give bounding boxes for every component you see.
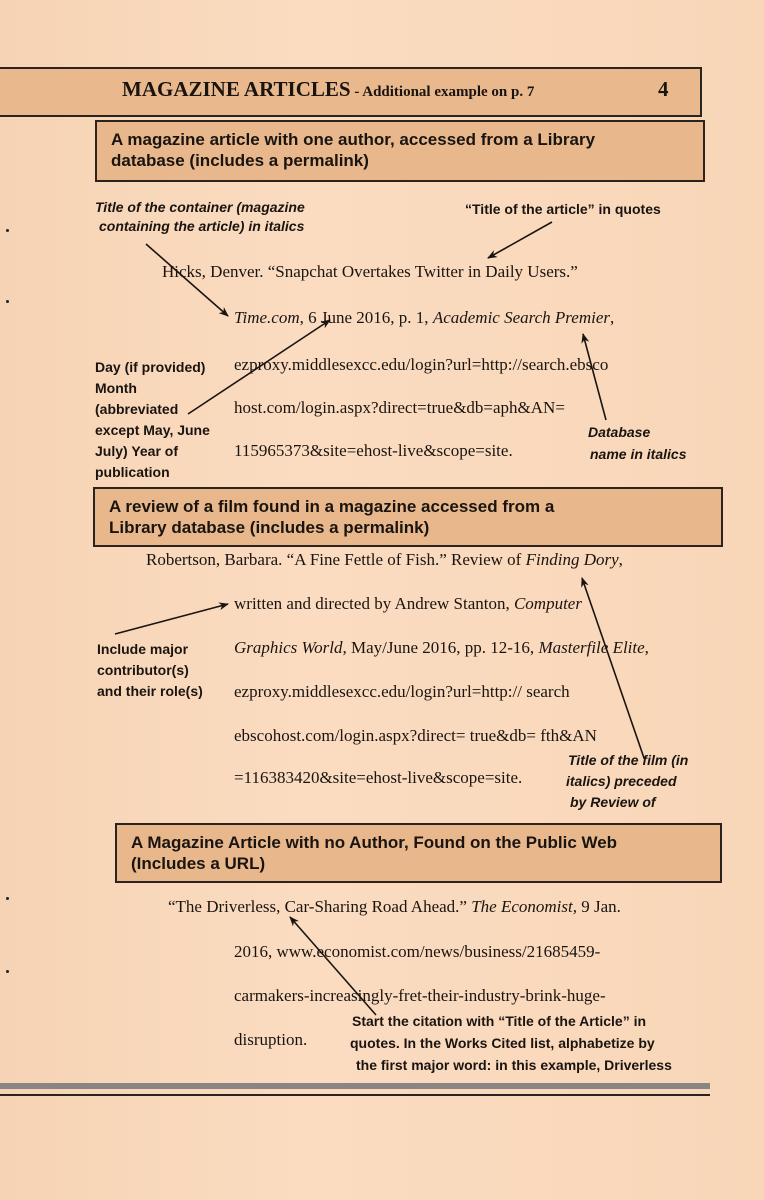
- citation2-container-part2: Graphics World: [234, 638, 343, 657]
- annot-container-line2: containing the article) in italics: [99, 218, 305, 234]
- annot-date-line: July) Year of: [95, 443, 179, 459]
- annot-start-line: quotes. In the Works Cited list, alphabetize by: [350, 1035, 655, 1051]
- annot-date-line: Day (if provided): [95, 359, 206, 375]
- annot-date-line: (abbreviated: [95, 401, 179, 417]
- citation2-container-part1: Computer: [513, 594, 582, 613]
- annot-start-citation: [352, 1010, 672, 1076]
- binding-dot: [6, 300, 9, 303]
- bottom-rule-thick: [0, 1083, 710, 1089]
- annot-contributors-line: contributor(s): [97, 662, 189, 678]
- citation3-line3: carmakers-increasingly-fret-their-industry-brink-huge-: [234, 986, 606, 1005]
- citation2-film-title: Finding Dory: [525, 550, 619, 569]
- section2-heading-box: [93, 487, 723, 547]
- citation1-container: Time.com: [234, 308, 300, 327]
- citation1-line5: 115965373&site=ehost-live&scope=site.: [234, 441, 513, 460]
- citation1-line1: Hicks, Denver. “Snapchat Overtakes Twitter in Daily Users.”: [162, 262, 578, 281]
- annot-container-title: [95, 198, 305, 236]
- citation2-line3: Graphics World, May/June 2016, pp. 12-16, Masterfile Elite,: [234, 638, 649, 657]
- page-number: 4: [658, 77, 669, 101]
- annot-start-line: the first major word: in this example, Driverless: [356, 1057, 672, 1073]
- citation2-database: Masterfile Elite: [538, 638, 645, 657]
- annot-film-line: by Review of: [570, 794, 656, 810]
- annot-article-title: “Title of the article” in quotes: [465, 201, 661, 217]
- citation1-line4: host.com/login.aspx?direct=true&db=aph&AN=: [234, 398, 565, 417]
- annot-contributors-line: and their role(s): [97, 683, 203, 699]
- section1-heading-box: [95, 120, 705, 182]
- section3-heading-line2: (Includes a URL): [131, 854, 266, 873]
- citation3-line4: disruption.: [234, 1030, 308, 1049]
- annot-film-line: italics) preceded: [566, 773, 677, 789]
- annot-contributors-line: Include major: [97, 641, 189, 657]
- citation3-line1: “The Driverless, Car-Sharing Road Ahead.” The Economist, 9 Jan.: [168, 897, 621, 916]
- section2-heading-line2: Library database (includes a permalink): [109, 518, 430, 537]
- annot-database-line2: name in italics: [590, 446, 687, 462]
- page-title: [122, 77, 534, 102]
- annot-date: [95, 357, 210, 483]
- bottom-rule-thin: [0, 1094, 710, 1096]
- annot-date-line: publication: [95, 464, 170, 480]
- citation2-line5: ebscohost.com/login.aspx?direct= true&db= fth&AN: [234, 726, 597, 745]
- page-title-subtitle: - Additional example on p. 7: [350, 84, 535, 100]
- annot-film-title: [566, 750, 688, 813]
- citation3-line2: 2016, www.economist.com/news/business/21685459-: [234, 942, 601, 961]
- section3-heading-box: [115, 823, 722, 883]
- annot-date-line: Month: [95, 380, 137, 396]
- annot-container-line1: Title of the container (magazine: [95, 199, 305, 215]
- annot-date-line: except May, June: [95, 422, 210, 438]
- binding-dot: [6, 897, 9, 900]
- citation1-line2: Time.com, 6 June 2016, p. 1, Academic Search Premier,: [234, 308, 615, 327]
- page-title-main: MAGAZINE ARTICLES: [122, 77, 351, 101]
- annot-start-line: Start the citation with “Title of the Article” in: [352, 1013, 647, 1029]
- annot-database-line1: Database: [588, 424, 651, 440]
- annot-film-line: Title of the film (in: [568, 752, 689, 768]
- binding-dot: [6, 970, 9, 973]
- section1-heading-line1: A magazine article with one author, accessed from a Library: [111, 130, 596, 149]
- citation3-container: The Economist,: [471, 897, 577, 916]
- arrow-to-article-title: [488, 222, 552, 258]
- arrow-to-database: [583, 334, 606, 420]
- citation2-line2: written and directed by Andrew Stanton, Computer: [234, 594, 582, 613]
- citation2-line6: =116383420&site=ehost-live&scope=site.: [234, 768, 523, 787]
- citation2-line4: ezproxy.middlesexcc.edu/login?url=http:// search: [234, 682, 570, 701]
- citation1-database: Academic Search Premier: [432, 308, 610, 327]
- section2-heading-line1: A review of a film found in a magazine accessed from a: [109, 497, 555, 516]
- binding-dot: [6, 229, 9, 232]
- annot-contributors: [97, 639, 203, 702]
- annot-database: [588, 421, 686, 465]
- arrow-to-contributors: [115, 604, 228, 634]
- section1-heading-line2: database (includes a permalink): [111, 151, 369, 170]
- citation2-line1: Robertson, Barbara. “A Fine Fettle of Fish.” Review of Finding Dory,: [146, 550, 623, 569]
- citation1-line3: ezproxy.middlesexcc.edu/login?url=http://search.ebsco: [234, 355, 609, 374]
- section3-heading-line1: A Magazine Article with no Author, Found on the Public Web: [131, 833, 618, 852]
